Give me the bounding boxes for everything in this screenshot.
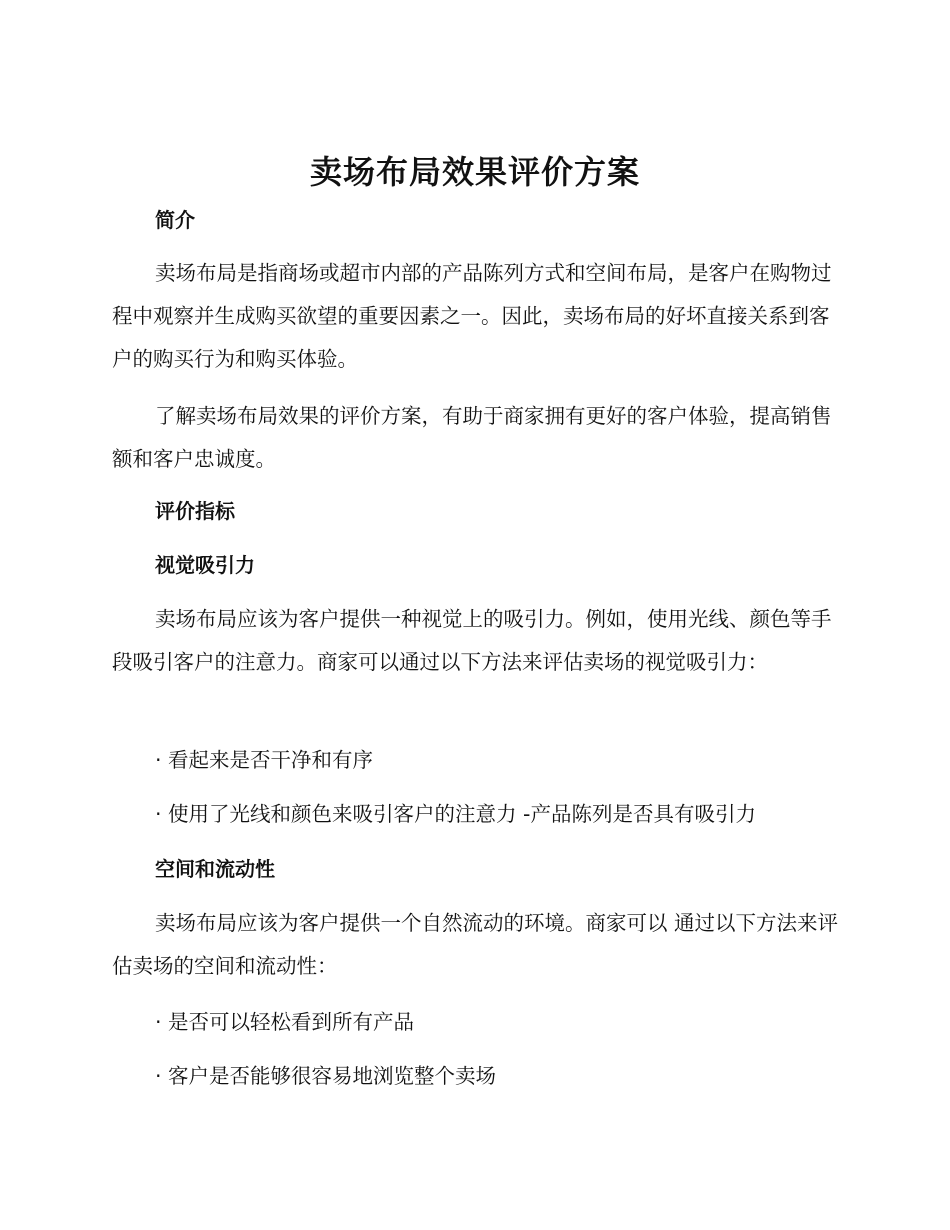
visual-bullet-1: · 看起来是否干净和有序 [155,748,374,772]
heading-space-flow: 空间和流动性 [155,857,275,881]
document-title: 卖场布局效果评价方案 [309,153,640,191]
visual-bullet-2: · 使用了光线和颜色来吸引客户的注意力 -产品陈列是否具有吸引力 [155,802,756,826]
space-bullet-1: · 是否可以轻松看到所有产品 [155,1010,415,1034]
intro-paragraph-2: 了解卖场布局效果的评价方案，有助于商家拥有更好的客户体验，提高销售额和客户忠诚度。 [112,404,832,471]
space-flow-paragraph: 卖场布局应该为客户提供一个自然流动的环境。商家可以 通过以下方法来评估卖场的空间和流动性： [112,911,839,978]
heading-metrics: 评价指标 [155,499,235,523]
space-bullet-2: · 客户是否能够很容易地浏览整个卖场 [155,1064,497,1088]
intro-paragraph-1: 卖场布局是指商场或超市内部的产品陈列方式和空间布局，是客户在购物过程中观察并生成购买欲望的重要因素之一。因此，卖场布局的好坏直接关系到客户的购买行为和购买体验。 [112,261,832,371]
visual-appeal-paragraph: 卖场布局应该为客户提供一种视觉上的吸引力。例如，使用光线、颜色等手段吸引客户的注意力。商家可以通过以下方法来评估卖场的视觉吸引力： [112,607,832,674]
heading-visual-appeal: 视觉吸引力 [155,553,255,577]
heading-intro: 简介 [155,208,195,232]
